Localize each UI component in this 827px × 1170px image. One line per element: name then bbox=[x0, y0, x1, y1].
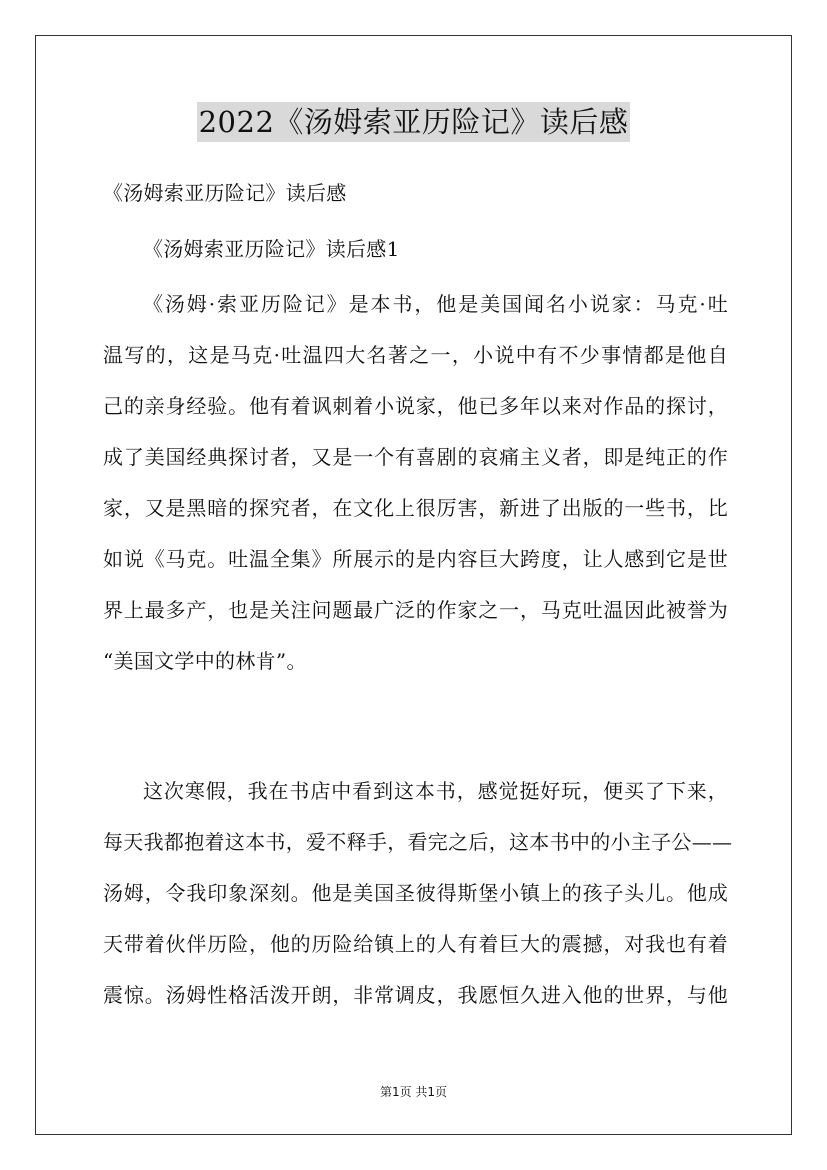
document-title: 2022《汤姆索亚历险记》读后感 bbox=[197, 102, 631, 142]
paragraph-line: 天带着伙伴历险，他的历险给镇上的人有着巨大的震撼，对我也有着 bbox=[103, 932, 728, 956]
paragraph-line: 汤姆，令我印象深刻。他是美国圣彼得斯堡小镇上的孩子头儿。他成 bbox=[103, 881, 728, 905]
document-subtitle: 《汤姆索亚历险记》读后感 bbox=[103, 181, 347, 205]
paragraph-line: 每天我都抱着这本书，爱不释手，看完之后，这本书中的小主子公—— bbox=[103, 830, 733, 854]
paragraph-line: “美国文学中的林肯”。 bbox=[103, 649, 307, 673]
paragraph-line: 如说《马克。吐温全集》所展示的是内容巨大跨度，让人感到它是世 bbox=[103, 547, 728, 571]
paragraph-line: 家，又是黑暗的探究者，在文化上很厉害，新进了出版的一些书，比 bbox=[103, 496, 728, 520]
paragraph-line: 《汤姆·索亚历险记》是本书，他是美国闻名小说家：马克·吐 bbox=[143, 292, 728, 316]
paragraph-line: 己的亲身经验。他有着讽刺着小说家，他已多年以来对作品的探讨， bbox=[103, 394, 728, 418]
paragraph-line: 界上最多产，也是关注问题最广泛的作家之一，马克吐温因此被誉为 bbox=[103, 598, 728, 622]
paragraph-line: 温写的，这是马克·吐温四大名著之一，小说中有不少事情都是他自 bbox=[103, 343, 728, 367]
paragraph-line: 成了美国经典探讨者，又是一个有喜剧的哀痛主义者，即是纯正的作 bbox=[103, 445, 728, 469]
paragraph-line: 这次寒假，我在书店中看到这本书，感觉挺好玩，便买了下来， bbox=[143, 779, 728, 803]
paragraph-line: 震惊。汤姆性格活泼开朗，非常调皮，我愿恒久进入他的世界，与他 bbox=[103, 983, 728, 1007]
title-container bbox=[0, 102, 827, 142]
section-heading: 《汤姆索亚历险记》读后感1 bbox=[143, 237, 400, 261]
page-number-footer: 第1页 共1页 bbox=[379, 1085, 448, 1099]
